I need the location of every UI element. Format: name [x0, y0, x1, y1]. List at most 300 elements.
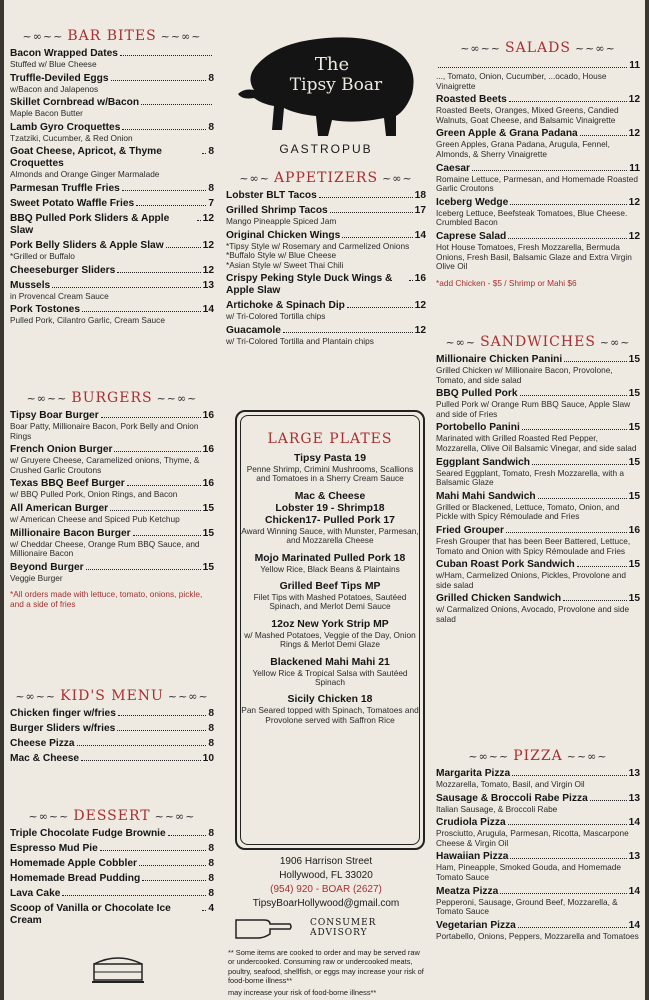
menu-item	[10, 48, 214, 70]
menu-list	[10, 48, 214, 326]
menu-item	[10, 198, 214, 210]
flourish-right-icon: ~~∞~	[154, 809, 196, 823]
menu-item-name: Roasted Beets	[436, 94, 507, 106]
menu-item-price: 14	[628, 885, 640, 897]
dot-leader	[342, 237, 412, 238]
large-plate-name: 12oz New York Strip MP	[271, 618, 389, 630]
dot-leader	[564, 361, 626, 362]
menu-item-name: Burger Sliders w/fries	[10, 723, 116, 734]
menu-item-row	[226, 273, 426, 297]
large-plate-name: Sicily Chicken 18	[287, 694, 373, 706]
menu-item-name: Beyond Burger	[10, 561, 84, 573]
dot-leader	[509, 101, 627, 102]
menu-item-price: 8	[208, 873, 214, 884]
menu-item-row	[10, 183, 214, 195]
large-plate-item	[241, 491, 419, 546]
menu-item	[10, 146, 214, 180]
menu-item-name: Crispy Peking Style Duck Wings & Apple Slaw	[226, 273, 393, 297]
menu-item-name: Guacamole	[226, 324, 281, 336]
large-plate-description: Award Winning Sauce, with Munster, Parmesan, and Mozzarella Cheese	[241, 525, 419, 546]
large-plate-name: Blackened Mahi Mahi 21	[270, 656, 390, 668]
dessert-section	[10, 802, 214, 927]
menu-item	[10, 444, 214, 475]
menu-item	[436, 851, 640, 882]
menu-item	[10, 828, 214, 840]
menu-list	[10, 410, 214, 583]
menu-list	[436, 354, 640, 625]
menu-item-price: 8	[208, 723, 214, 734]
menu-item-row	[10, 858, 214, 870]
menu-item-name: Sweet Potato Waffle Fries	[10, 197, 135, 209]
menu-item-description: Pepperoni, Sausage, Ground Beef, Mozzarella, & Tomato Sauce	[436, 896, 618, 917]
menu-item	[226, 190, 426, 202]
menu-item-description: Romaine Lettuce, Parmesan, and Homemade Roasted Garlic Croutons	[436, 173, 639, 194]
menu-item-name: Espresso Mud Pie	[10, 843, 98, 854]
menu-item-price: 16	[202, 478, 214, 490]
dot-leader	[510, 858, 626, 859]
menu-item-name: Fried Grouper	[436, 524, 504, 536]
menu-item-description: Boar Patty, Millionaire Bacon, Pork Belly and Onion Rings	[10, 421, 199, 441]
menu-item-description: Italian Sausage, & Broccoli Rabe	[436, 803, 558, 814]
section-title: PIZZA	[513, 748, 563, 764]
menu-item-row	[436, 163, 640, 175]
menu-item-description: Roasted Beets, Oranges, Mixed Greens, Candied Walnuts, Goat Cheese, and Balsamic Vinaigrette	[436, 105, 619, 125]
dot-leader	[118, 715, 206, 716]
menu-item-name: Lobster BLT Tacos	[226, 190, 317, 201]
menu-item-description: w/ Carmalized Onions, Avocado, Provolone and side salad	[436, 604, 630, 624]
menu-item-name: Scoop of Vanilla or Chocolate Ice Cream	[10, 903, 171, 926]
menu-item-row	[10, 888, 214, 900]
flourish-right-icon: ~∞~	[599, 335, 631, 349]
menu-item	[436, 593, 640, 624]
section-header	[10, 688, 214, 704]
dot-leader	[197, 220, 201, 221]
dot-leader	[133, 535, 201, 536]
menu-item-description: Green Apples, Grana Padana, Arugula, Fennel, Almonds, & Sherry Vinaigrette	[436, 139, 610, 159]
menu-item	[436, 559, 640, 590]
menu-item-description: Maple Bacon Butter	[10, 108, 83, 119]
menu-item-row	[226, 190, 426, 202]
large-plate-description: Penne Shrimp, Crimini Mushrooms, Scallions and Tomatoes in a Sherry Cream Sauce	[246, 464, 414, 484]
menu-item-price: 13	[628, 792, 640, 804]
menu-item-price: 16	[414, 273, 426, 285]
menu-item-row	[10, 122, 214, 134]
menu-item-name: BBQ Pulled Pork Sliders & Apple Slaw	[10, 212, 170, 236]
menu-item-row	[10, 723, 214, 735]
menu-item-price: 8	[208, 828, 214, 839]
menu-item-price: 14	[628, 817, 640, 829]
menu-item-description: *Grilled or Buffalo	[10, 250, 75, 261]
menu-item	[436, 768, 640, 790]
flourish-right-icon: ~~∞~	[574, 41, 616, 55]
dot-leader	[506, 532, 627, 533]
section-title: BURGERS	[71, 390, 153, 406]
dot-leader	[508, 824, 627, 825]
large-plates-list	[241, 453, 419, 725]
menu-item-row	[10, 708, 214, 720]
menu-item	[436, 94, 640, 125]
menu-item-name: Artichoke & Spinach Dip	[226, 300, 345, 312]
menu-item-description: Portabello, Onions, Peppers, Mozzarella and Tomatoes	[436, 930, 639, 941]
menu-item-row	[436, 491, 640, 503]
kids-section	[10, 682, 214, 765]
menu-item-price: 15	[202, 561, 214, 573]
menu-item-row	[436, 886, 640, 898]
dot-leader	[347, 307, 413, 308]
menu-item-row	[10, 146, 214, 170]
flourish-left-icon: ~∞~	[239, 171, 270, 185]
menu-item-price: 8	[208, 121, 214, 133]
bar-bites-section	[10, 22, 214, 326]
menu-item-price: 15	[628, 559, 640, 571]
menu-item-price: 14	[628, 919, 640, 931]
menu-item	[10, 410, 214, 441]
pizza-section	[436, 742, 640, 941]
menu-item-name: Grilled Shrimp Tacos	[226, 205, 328, 216]
salads-note: *add Chicken - $5 / Shrimp or Mahi $6	[436, 277, 577, 288]
menu-item-price: 13	[202, 279, 214, 291]
menu-item-name: Mussels	[10, 279, 51, 291]
menu-item-row	[436, 793, 640, 805]
menu-item	[10, 122, 214, 144]
section-title: SALADS	[505, 40, 571, 56]
dot-leader	[202, 153, 206, 154]
menu-item-description: w/ Tri-Colored Tortilla and Plantain chips	[226, 335, 374, 346]
menu-item	[10, 503, 214, 525]
menu-item	[436, 793, 640, 815]
menu-item-description: Stuffed w/ Blue Cheese	[10, 59, 97, 69]
menu-item-price: 4	[208, 903, 214, 914]
menu-item-price: 12	[628, 128, 640, 140]
menu-item-price: 16	[202, 410, 214, 421]
menu-item-description: Almonds and Orange Ginger Marmalade	[10, 169, 160, 180]
menu-item	[10, 528, 214, 559]
menu-item-row	[10, 528, 214, 540]
dot-leader	[168, 835, 207, 836]
menu-item-price: 15	[628, 354, 640, 365]
menu-item-price: 12	[628, 230, 640, 242]
menu-item-row	[10, 213, 214, 237]
menu-item-description: Iceberg Lettuce, Beefsteak Tomatoes, Blue Cheese. Crumbled Bacon	[436, 207, 628, 228]
dot-leader	[136, 205, 206, 206]
address-street: 1906 Harrison Street	[279, 856, 373, 867]
dot-leader	[120, 55, 212, 56]
advisory-title: CONSUMER ADVISORY	[310, 918, 377, 938]
logo-tagline: GASTROPUB	[279, 142, 373, 156]
flourish-left-icon: ~∞~~	[26, 391, 68, 405]
menu-item-price: 7	[208, 197, 214, 209]
menu-item-price: 18	[414, 190, 426, 201]
menu-item	[10, 888, 214, 900]
dot-leader	[122, 129, 206, 130]
menu-list	[436, 768, 640, 941]
large-plate-item	[241, 553, 419, 574]
menu-item-description: Mozzarella, Tomato, Basil, and Virgin Oil	[436, 779, 585, 789]
flourish-left-icon: ~∞~~	[28, 809, 70, 823]
menu-item-price: 12	[414, 324, 426, 336]
sandwiches-section	[436, 328, 640, 625]
menu-item-description: Ham, Pineapple, Smoked Gouda, and Homemade Tomato Sauce	[436, 862, 621, 882]
menu-item	[226, 300, 426, 322]
dot-leader	[52, 287, 200, 288]
menu-item-price: 12	[202, 264, 214, 276]
menu-item	[10, 280, 214, 302]
pointing-hand-icon	[234, 914, 294, 940]
dot-leader	[409, 280, 413, 281]
section-title: DESSERT	[73, 808, 151, 824]
menu-item-price: 8	[208, 708, 214, 719]
menu-item	[10, 873, 214, 885]
dot-leader	[538, 498, 627, 499]
menu-item	[10, 97, 214, 119]
menu-item-description: Pulled Pork, Cilantro Garlic, Cream Sauce	[10, 315, 165, 326]
burgers-note: *All orders made with lettuce, tomato, onions, pickle, and a side of fries	[10, 589, 203, 610]
large-plate-name: Mac & Cheese Lobster 19 - Shrimp18 Chicken17- Pulled Pork 17	[265, 490, 395, 526]
menu-item-name: Crudiola Pizza	[436, 817, 506, 829]
menu-list	[10, 708, 214, 765]
dot-leader	[110, 510, 201, 511]
section-header	[10, 390, 214, 406]
menu-item	[10, 858, 214, 870]
menu-item-price: 10	[202, 753, 214, 764]
large-plate-name: Grilled Beef Tips MP	[279, 581, 381, 593]
menu-item-name: Parmesan Truffle Fries	[10, 182, 120, 194]
menu-item-row	[10, 198, 214, 210]
menu-item-price: 8	[208, 888, 214, 899]
consumer-advisory	[228, 918, 428, 997]
dot-leader	[81, 760, 201, 761]
dot-leader	[166, 247, 201, 248]
section-header	[10, 28, 214, 44]
menu-item-description: w/ American Cheese and Spiced Pub Ketchup	[10, 513, 180, 524]
menu-item-name: Cheeseburger Sliders	[10, 264, 116, 276]
advisory-text-repeat: may increase your risk of food-borne illness**	[228, 987, 377, 997]
large-plate-item	[241, 657, 419, 688]
menu-item-name: Pork Tostones	[10, 304, 81, 316]
menu-list	[10, 828, 214, 927]
menu-item-description: ..., Tomato, Onion, Cucumber, ...ocado, House Vinaigrette	[436, 71, 607, 91]
menu-item-name: Mac & Cheese	[10, 753, 80, 764]
dot-leader	[500, 893, 626, 894]
menu-item-description: Grilled or Blackened, Lettuce, Tomato, Onion, and Pickle with Spicy Rémoulade and Fries	[436, 501, 620, 522]
menu-item-name: Portobello Panini	[436, 422, 520, 434]
menu-item-description: w/Ham, Carmelized Onions, Pickles, Provolone and side salad	[436, 570, 626, 590]
dot-leader	[438, 67, 627, 68]
dot-leader	[101, 417, 201, 418]
menu-item	[10, 240, 214, 262]
menu-item-name: Triple Chocolate Fudge Brownie	[10, 828, 166, 839]
flourish-left-icon: ~∞~	[445, 335, 477, 349]
menu-item	[436, 422, 640, 453]
boar-logo-icon	[236, 18, 422, 143]
menu-item-description: Mango Pineapple Spiced Jam	[226, 216, 337, 226]
section-header	[436, 334, 640, 350]
dot-leader	[82, 311, 201, 312]
menu-item-description: Pulled Pork w/ Orange Rum BBQ Sauce, Apple Slaw and side of Fries	[436, 399, 631, 419]
menu-item-price: 11	[629, 60, 640, 71]
menu-item	[436, 388, 640, 419]
phone-number: (954) 920 - BOAR (2627)	[270, 884, 382, 895]
flourish-right-icon: ~∞~	[382, 171, 413, 185]
menu-item-description: w/ BBQ Pulled Pork, Onion Rings, and Bacon	[10, 489, 178, 500]
section-header	[436, 40, 640, 56]
large-plates-box	[235, 410, 425, 850]
large-plate-description: Filet Tips with Mashed Potatoes, Sautéed Spinach, and Merlot Demi Sauce	[253, 592, 407, 612]
dot-leader	[580, 135, 627, 136]
large-plate-item	[241, 619, 419, 650]
section-header	[436, 748, 640, 764]
menu-item-row	[10, 280, 214, 292]
menu-item-name: Hawaiian Pizza	[436, 851, 509, 863]
menu-item-description: Grilled Chicken w/ Millionaire Bacon, Provolone, Tomato, and side salad	[436, 365, 613, 385]
flourish-right-icon: ~~∞~	[566, 749, 608, 763]
menu-item-price: 8	[208, 182, 214, 194]
menu-item-price: 13	[628, 768, 640, 779]
menu-item-price: 8	[208, 146, 214, 158]
menu-item	[10, 723, 214, 735]
menu-item-description: *Tipsy Style w/ Rosemary and Carmelized Onions *Buffalo Style w/ Blue Cheese *Asian Style w/ Sweet Thai Chili	[226, 240, 410, 270]
dot-leader	[77, 745, 207, 746]
menu-item	[10, 843, 214, 855]
menu-item-price: 15	[202, 527, 214, 539]
menu-item-name: Mahi Mahi Sandwich	[436, 490, 536, 502]
section-title: BAR BITES	[67, 28, 157, 44]
dot-leader	[202, 910, 206, 911]
large-plate-description: w/ Mashed Potatoes, Veggie of the Day, Onion Rings & Merlot Demi Glaze	[244, 629, 416, 650]
dot-leader	[142, 880, 206, 881]
menu-item	[436, 457, 640, 488]
menu-item-row	[10, 738, 214, 750]
menu-item-price: 17	[414, 205, 426, 216]
menu-page	[4, 0, 645, 1000]
menu-item-name: Bacon Wrapped Dates	[10, 48, 118, 59]
large-plate-name: Mojo Marinated Pulled Pork 18	[254, 552, 406, 564]
dot-leader	[590, 800, 627, 801]
large-plate-item	[241, 581, 419, 612]
menu-item-row	[10, 828, 214, 840]
menu-item	[10, 183, 214, 195]
menu-item	[436, 128, 640, 159]
email-address: TipsyBoarHollywood@gmail.com	[252, 898, 400, 909]
menu-item	[436, 920, 640, 942]
menu-item-row	[436, 920, 640, 932]
appetizers-section	[226, 164, 426, 347]
advisory-text: ** Some items are cooked to order and may be served raw or undercooked. Consuming raw or undercooked meats, poultry, seafood, shellfish, or eggs may increase your risk of food-borne illness**	[228, 948, 424, 986]
menu-item-name: Caprese Salad	[436, 230, 507, 242]
burgers-section	[10, 384, 214, 609]
menu-item-price: 15	[628, 490, 640, 502]
dot-leader	[100, 850, 207, 851]
menu-item-name: Cuban Roast Pork Sandwich	[436, 559, 575, 571]
menu-item-row	[10, 753, 214, 765]
dot-leader	[141, 104, 212, 105]
menu-item-description: Hot House Tomatoes, Fresh Mozzarella, Bermuda Onions, Fresh Basil, Balsamic Glaze and Extra Virgin Olive Oil	[436, 241, 632, 272]
menu-item-row	[436, 197, 640, 209]
menu-item	[10, 213, 214, 237]
menu-item-description: in Provencal Cream Sauce	[10, 290, 109, 301]
menu-item-name: Caesar	[436, 162, 470, 174]
menu-item-name: Millionaire Bacon Burger	[10, 527, 131, 539]
menu-item	[10, 738, 214, 750]
large-plate-description: Yellow Rice, Black Beans & Plaintains	[260, 563, 400, 574]
menu-item-name: French Onion Burger	[10, 444, 113, 456]
dot-leader	[472, 170, 627, 171]
logo-line2: Tipsy Boar	[289, 75, 383, 95]
menu-item-name: All American Burger	[10, 502, 109, 514]
menu-item-row	[10, 265, 214, 277]
menu-item-name: Truffle-Deviled Eggs	[10, 72, 109, 84]
flourish-left-icon: ~∞~~	[460, 41, 502, 55]
large-plate-item	[241, 694, 419, 725]
menu-item	[10, 753, 214, 765]
menu-item-row	[10, 562, 214, 574]
dot-leader	[563, 600, 627, 601]
large-plate-name: Tipsy Pasta 19	[293, 453, 366, 464]
menu-item-description: w/Bacon and Jalapenos	[10, 83, 99, 94]
section-title: SANDWICHES	[480, 334, 596, 350]
menu-item-description: Prosciutto, Arugula, Parmesan, Ricotta, Mascarpone Cheese & Virgin Oil	[436, 828, 629, 848]
section-title: LARGE PLATES	[267, 431, 393, 447]
menu-item-price: 8	[208, 72, 214, 84]
salads-section	[436, 34, 640, 288]
flourish-right-icon: ~~∞~	[156, 391, 198, 405]
menu-item	[10, 562, 214, 584]
menu-item-name: Chicken finger w/fries	[10, 708, 116, 719]
section-header	[10, 808, 214, 824]
menu-item	[10, 73, 214, 95]
dot-leader	[111, 80, 207, 81]
large-plate-item	[241, 453, 419, 484]
menu-item-name: Goat Cheese, Apricot, & Thyme Croquettes	[10, 146, 162, 170]
menu-item-name: Homemade Apple Cobbler	[10, 858, 137, 869]
menu-item-price: 12	[202, 239, 214, 251]
menu-item-price: 12	[628, 196, 640, 208]
menu-item-name: Original Chicken Wings	[226, 229, 341, 241]
large-plates-inner	[240, 415, 420, 845]
menu-item-price: 13	[628, 851, 640, 863]
menu-item	[10, 708, 214, 720]
flourish-right-icon: ~~∞~	[160, 29, 202, 43]
menu-item-description: w/ Cheddar Cheese, Orange Rum BBQ Sauce, and Millionaire Bacon	[10, 538, 200, 559]
menu-item-price: 11	[629, 162, 640, 174]
menu-item-row	[436, 457, 640, 469]
dot-leader	[117, 730, 206, 731]
menu-item	[436, 163, 640, 194]
menu-item-description: Marinated with Grilled Roasted Red Pepper, Mozzarella, Olive Oil Balsamic Vinegar, and side salad	[436, 433, 637, 453]
menu-item	[436, 60, 640, 91]
menu-item	[436, 886, 640, 917]
menu-item-price: 15	[202, 502, 214, 514]
menu-item-row	[10, 873, 214, 885]
menu-item	[436, 817, 640, 848]
menu-item-name: Eggplant Sandwich	[436, 456, 530, 468]
menu-item-description: Seared Eggplant, Tomato, Fresh Mozzarella, with a Balsamic Glaze	[436, 467, 625, 488]
menu-item-description: Fresh Grouper that has been Beer Battered, Lettuce, Tomato and Onion with Spicy Rémoulade and Fries	[436, 535, 631, 556]
menu-item-price: 12	[202, 212, 214, 224]
menu-item	[436, 231, 640, 272]
dot-leader	[532, 464, 627, 465]
menu-item-name: Lava Cake	[10, 888, 61, 899]
flourish-left-icon: ~∞~~	[468, 749, 510, 763]
menu-item-name: Homemade Bread Pudding	[10, 873, 141, 884]
menu-item-price: 8	[208, 858, 214, 869]
menu-item-name: Cheese Pizza	[10, 738, 75, 749]
menu-list	[226, 190, 426, 347]
menu-item-price: 12	[628, 94, 640, 106]
menu-item-price: 12	[414, 300, 426, 312]
menu-item-description: Tzatziki, Cucumber, & Red Onion	[10, 132, 133, 143]
menu-item-description: w/ Gruyere Cheese, Caramelized onions, Thyme, & Crushed Garlic Croutons	[10, 455, 200, 475]
